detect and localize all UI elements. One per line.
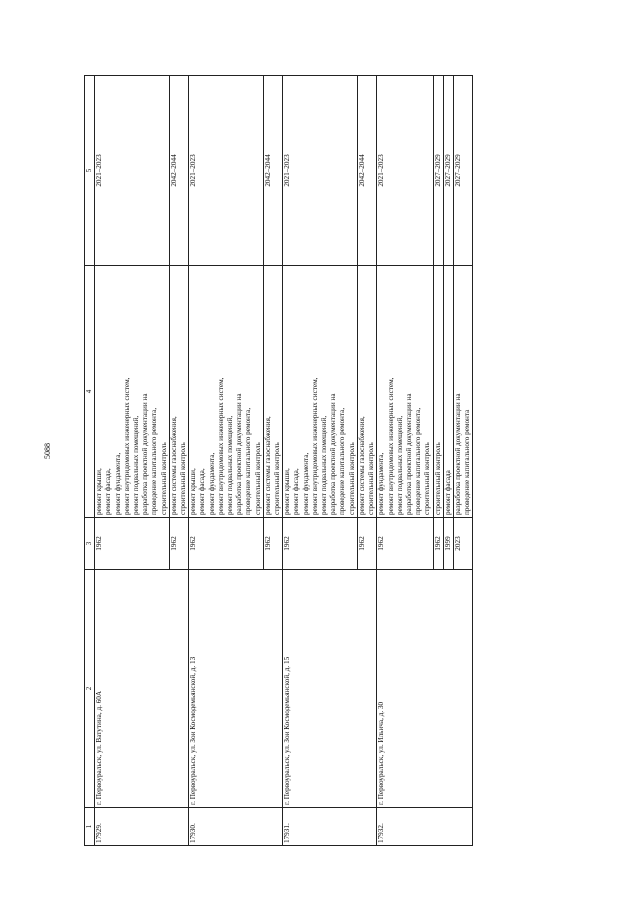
work-line: разработка проектной документации на <box>329 393 338 515</box>
work-line: проведение капитального ремонта <box>463 409 472 515</box>
year-cell: 1962 <box>169 518 188 570</box>
page-number: 5088 <box>43 443 52 459</box>
works-cell <box>283 266 358 518</box>
works-cell <box>443 266 453 518</box>
works-cell <box>357 266 376 518</box>
work-line: разработка проектной документации на <box>404 393 413 515</box>
work-line: ремонт фундамента, <box>377 452 386 515</box>
works-cell <box>453 266 472 518</box>
year-cell: 1962 <box>283 518 358 570</box>
table-row <box>377 76 433 846</box>
row-number: 17931. <box>283 808 377 846</box>
period-cell: 2042–2044 <box>357 76 376 266</box>
period-cell: 2021–2023 <box>189 76 264 266</box>
works-cell <box>189 266 264 518</box>
row-number: 17929. <box>95 808 189 846</box>
column-header: 4 <box>85 266 95 518</box>
address-cell: г. Первоуральск, ул. Зои Космодемьянской, д. 13 <box>189 570 283 808</box>
work-line: ремонт фасада, <box>198 468 207 515</box>
work-line: ремонт внутридомовых инженерных систем, <box>310 377 319 515</box>
row-number: 17932. <box>377 808 473 846</box>
work-line: строительный контроль <box>423 442 432 515</box>
work-line: строительный контроль <box>179 442 188 515</box>
column-header: 5 <box>85 76 95 266</box>
period-cell: 2021–2023 <box>377 76 433 266</box>
period-cell: 2042–2044 <box>263 76 282 266</box>
work-line: ремонт подвальных помещений, <box>132 415 141 515</box>
work-line: ремонт подвальных помещений, <box>320 415 329 515</box>
address-cell: г. Первоуральск, ул. Ватутина, д. 60А <box>95 570 189 808</box>
address-cell: г. Первоуральск, ул. Зои Космодемьянской, д. 15 <box>283 570 377 808</box>
work-line: ремонт фундамента, <box>207 452 216 515</box>
work-line: ремонт внутридомовых инженерных систем, <box>216 377 225 515</box>
work-line: ремонт подвальных помещений, <box>226 415 235 515</box>
year-cell: 1962 <box>357 518 376 570</box>
work-line: разработка проектной документации на <box>453 393 462 515</box>
column-header: 2 <box>85 570 95 808</box>
work-line: ремонт системы газоснабжения, <box>357 416 366 515</box>
work-line: ремонт подвальных помещений, <box>395 415 404 515</box>
work-line: ремонт крыши, <box>283 468 292 515</box>
work-line: строительный контроль <box>253 442 262 515</box>
year-cell: 2023 <box>453 518 472 570</box>
work-line: ремонт фасада, <box>292 468 301 515</box>
period-cell: 2027–2029 <box>433 76 443 266</box>
period-cell: 2021–2023 <box>95 76 170 266</box>
period-cell: 2021–2023 <box>283 76 358 266</box>
work-line: ремонт фасада, <box>104 468 113 515</box>
period-cell: 2027–2029 <box>443 76 453 266</box>
work-line: ремонт крыши, <box>189 468 198 515</box>
year-cell: 1962 <box>433 518 443 570</box>
rotated-page <box>84 76 604 846</box>
work-line: ремонт системы газоснабжения, <box>169 416 178 515</box>
table-header-row <box>85 76 95 846</box>
work-line: строительный контроль <box>367 442 376 515</box>
work-line: ремонт фундамента, <box>113 452 122 515</box>
works-cell <box>263 266 282 518</box>
work-line: проведение капитального ремонта, <box>338 407 347 515</box>
work-line: строительный контроль <box>433 442 442 515</box>
year-cell: 1962 <box>377 518 433 570</box>
work-line: разработка проектной документации на <box>235 393 244 515</box>
table-row <box>283 76 358 846</box>
column-header: 3 <box>85 518 95 570</box>
work-line: разработка проектной документации на <box>141 393 150 515</box>
work-line: ремонт фундамента, <box>301 452 310 515</box>
year-cell: 1962 <box>189 518 264 570</box>
table-row <box>189 76 264 846</box>
address-cell: г. Первоуральск, ул. Ильича, д. 30 <box>377 570 473 808</box>
table-row <box>95 76 170 846</box>
work-line: проведение капитального ремонта, <box>150 407 159 515</box>
work-line: строительный контроль <box>273 442 282 515</box>
work-line: ремонт внутридомовых инженерных систем, <box>386 377 395 515</box>
year-cell: 1962 <box>263 518 282 570</box>
period-cell: 2042–2044 <box>169 76 188 266</box>
repair-schedule-table <box>84 75 473 846</box>
year-cell: 1999 <box>443 518 453 570</box>
period-cell: 2027–2029 <box>453 76 472 266</box>
work-line: строительный контроль <box>347 442 356 515</box>
column-header: 1 <box>85 808 95 846</box>
work-line: проведение капитального ремонта, <box>414 407 423 515</box>
works-cell <box>95 266 170 518</box>
works-cell <box>433 266 443 518</box>
work-line: ремонт системы газоснабжения, <box>263 416 272 515</box>
work-line: ремонт внутридомовых инженерных систем, <box>122 377 131 515</box>
row-number: 17930. <box>189 808 283 846</box>
year-cell: 1962 <box>95 518 170 570</box>
work-line: строительный контроль <box>159 442 168 515</box>
works-cell <box>169 266 188 518</box>
work-line: ремонт крыши, <box>95 468 104 515</box>
works-cell <box>377 266 433 518</box>
work-line: ремонт фасада <box>443 470 452 515</box>
work-line: проведение капитального ремонта, <box>244 407 253 515</box>
